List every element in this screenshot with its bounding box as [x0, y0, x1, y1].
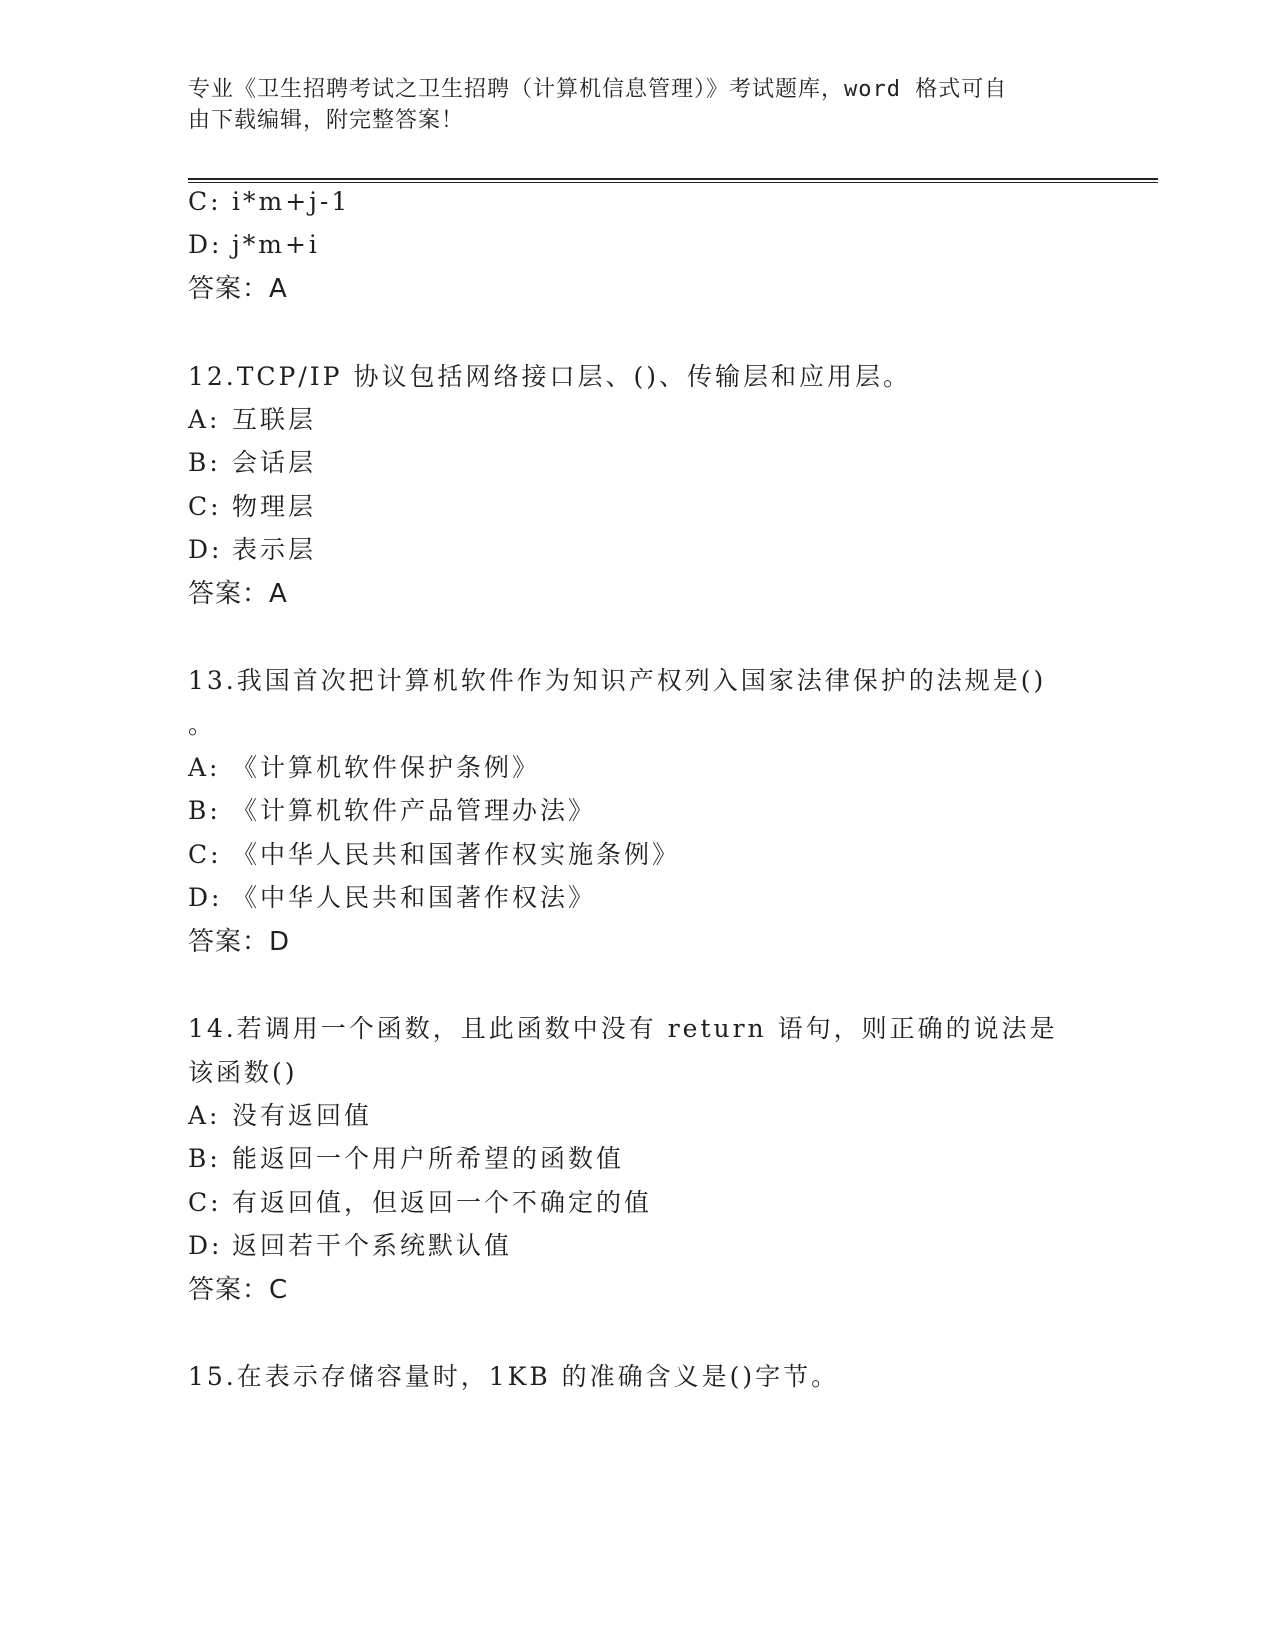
q15-stem: 15.在表示存储容量时，1KB 的准确含义是()字节。	[188, 1362, 840, 1391]
option-key: C:	[188, 187, 222, 216]
option-key: C:	[188, 1188, 222, 1217]
option-key: D:	[188, 535, 223, 564]
option-key: C:	[188, 840, 222, 869]
option-text: 物理层	[232, 492, 317, 521]
option-key: D:	[188, 1231, 223, 1260]
option-key: B:	[188, 448, 221, 477]
q11-option-c	[188, 182, 350, 222]
option-text: 没有返回值	[232, 1101, 373, 1130]
option-text: j*m+i	[232, 230, 320, 259]
option-key: C:	[188, 492, 222, 521]
option-text: i*m+j-1	[232, 187, 351, 216]
option-text: 有返回值，但返回一个不确定的值	[232, 1188, 653, 1217]
q12-stem: 12.TCP/IP 协议包括网络接口层、()、传输层和应用层。	[188, 362, 911, 391]
option-text: 返回若干个系统默认值	[232, 1231, 513, 1260]
q14-option-c	[188, 1183, 652, 1223]
q13-stem-line-2: 。	[188, 710, 217, 739]
q14-answer: 答案：C	[188, 1275, 289, 1305]
q12-option-c	[188, 487, 316, 527]
option-text: 会话层	[232, 448, 317, 477]
q13-stem-line-1: 13.我国首次把计算机软件作为知识产权列入国家法律保护的法规是()	[188, 666, 1047, 695]
q12-answer: 答案：A	[188, 579, 288, 609]
option-key: B:	[188, 796, 221, 825]
q14-option-d	[188, 1226, 512, 1266]
option-text: 《中华人民共和国著作权法》	[232, 883, 597, 912]
q13-option-c	[188, 835, 680, 875]
option-key: A:	[188, 1101, 221, 1130]
document-header	[188, 74, 1068, 136]
q13-option-b	[188, 791, 596, 831]
header-line-1: 专业《卫生招聘考试之卫生招聘（计算机信息管理）》考试题库，word 格式可自	[188, 77, 1008, 102]
q12-option-b	[188, 443, 316, 483]
option-key: D:	[188, 883, 223, 912]
option-text: 《中华人民共和国著作权实施条例》	[232, 840, 681, 869]
q13-option-a	[188, 748, 540, 788]
option-text: 互联层	[232, 405, 317, 434]
header-rule-thick	[188, 178, 1158, 180]
q14-stem-line-2: 该函数()	[188, 1058, 298, 1087]
option-text: 能返回一个用户所希望的函数值	[232, 1144, 625, 1173]
q14-stem-line-1: 14.若调用一个函数，且此函数中没有 return 语句，则正确的说法是	[188, 1014, 1058, 1043]
q13-option-d	[188, 878, 596, 918]
q13-answer: 答案：D	[188, 927, 291, 957]
q14-option-b	[188, 1139, 624, 1179]
option-key: A:	[188, 753, 221, 782]
option-text: 《计算机软件产品管理办法》	[232, 796, 597, 825]
header-line-2: 由下载编辑，附完整答案！	[188, 108, 465, 133]
option-text: 《计算机软件保护条例》	[232, 753, 541, 782]
option-key: B:	[188, 1144, 221, 1173]
q14-option-a	[188, 1096, 372, 1136]
option-key: D:	[188, 230, 223, 259]
option-key: A:	[188, 405, 221, 434]
q12-option-d	[188, 530, 316, 570]
q12-option-a	[188, 400, 316, 440]
q11-answer: 答案：A	[188, 274, 288, 304]
q11-option-d	[188, 225, 320, 265]
option-text: 表示层	[232, 535, 317, 564]
